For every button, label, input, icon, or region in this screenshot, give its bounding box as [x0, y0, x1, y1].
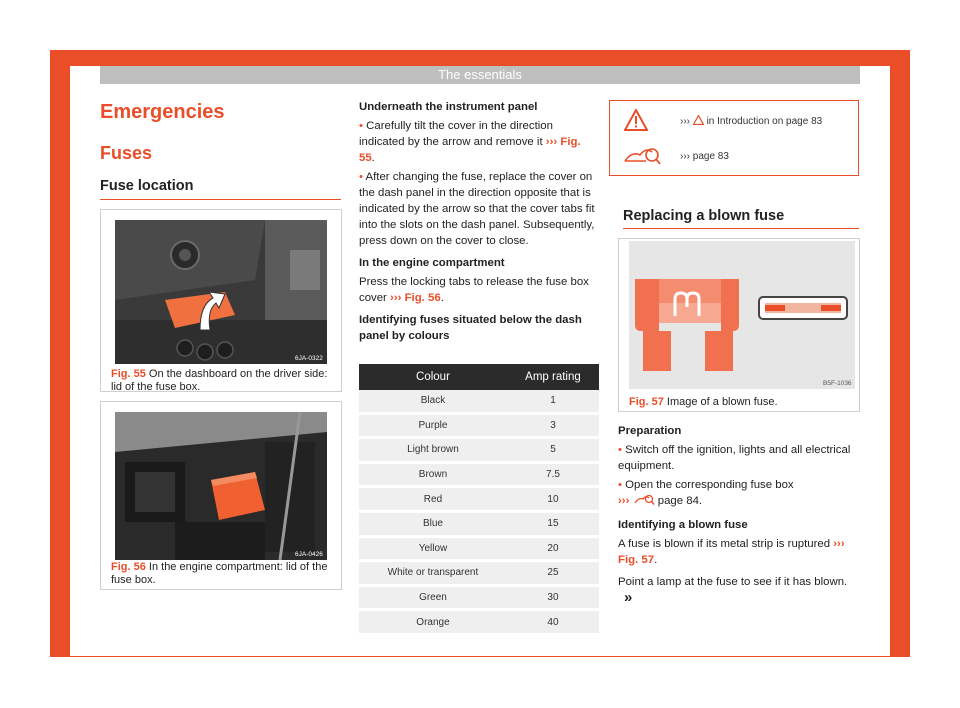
subsection-title: Fuses: [100, 143, 153, 163]
heading-identify-colours: Identifying fuses situated below the dash panel by colours: [359, 314, 582, 342]
warning-box: [609, 100, 859, 176]
environment-ref-line[interactable]: ››› page 83: [680, 151, 729, 162]
step-switch-off: • Switch off the ignition, lights and all electrical equipment.: [618, 444, 851, 472]
heading-identify-blown: Identifying a blown fuse: [618, 519, 748, 531]
table-row: Red 10: [359, 487, 599, 512]
table-row: Purple 3: [359, 413, 599, 438]
step-tilt-cover: • Carefully tilt the cover in the direction indicated by the arrow and remove it ››› Fig. 55.: [359, 120, 581, 164]
link-fig55[interactable]: ››› Fig. 55: [359, 136, 581, 164]
running-header: The essentials: [100, 66, 860, 84]
heading-engine-compartment: In the engine compartment: [359, 257, 505, 269]
fig55-label: Fig. 55: [111, 368, 146, 380]
page-number: 45: [876, 617, 889, 629]
figure-55-caption: [111, 368, 333, 394]
link-fig56[interactable]: ››› Fig. 56: [390, 292, 441, 304]
fuse-box-icon: [633, 493, 655, 506]
link-fig57[interactable]: ››› Fig. 57: [618, 538, 845, 566]
para-lamp: Point a lamp at the fuse to see if it has blown. »: [618, 576, 848, 606]
warning-small-icon: [693, 115, 704, 125]
table-row: Blue 15: [359, 511, 599, 536]
col-colour: Colour: [359, 364, 507, 390]
fig56-code: 6JA-0426: [295, 551, 323, 558]
environment-icon: [622, 143, 662, 167]
fig56-label: Fig. 56: [111, 561, 146, 573]
heading-instrument-panel: Underneath the instrument panel: [359, 101, 538, 113]
figure-55: [100, 209, 342, 392]
dashboard-photo: [115, 220, 327, 364]
figure-57: [618, 238, 860, 412]
table-row: Light brown 5: [359, 438, 599, 463]
warning-triangle-icon: [624, 109, 648, 131]
para-ruptured: A fuse is blown if its metal strip is ruptured ››› Fig. 57.: [618, 538, 845, 566]
table-row: Orange 40: [359, 610, 599, 635]
fig57-label: Fig. 57: [629, 396, 664, 408]
bullet-icon: •: [359, 120, 363, 132]
table-row: Green 30: [359, 585, 599, 610]
para-locking-tabs: Press the locking tabs to release the fuse box cover ››› Fig. 56.: [359, 276, 589, 304]
fig56-caption-text: In the engine compartment: lid of the fuse box.: [111, 561, 328, 586]
blown-fuse-illustration: [629, 241, 855, 389]
table-row: Black 1: [359, 390, 599, 413]
table-row: White or transparent 25: [359, 561, 599, 586]
step-replace-cover: • After changing the fuse, replace the cover on the dash panel in the direction opposite that is indicated by the arrow so that the cover tabs fit into the slots on the dash panel. Subsequently, press down on the cover to close.: [359, 171, 595, 247]
warning-ref-line[interactable]: ››› in Introduction on page 83: [680, 116, 823, 127]
fig55-caption-text: On the dashboard on the driver side: lid of the fuse box.: [111, 368, 328, 393]
continue-marker: »: [624, 589, 633, 606]
fig57-caption-text: Image of a blown fuse.: [666, 396, 778, 408]
fig55-code: 6JA-0322: [295, 355, 323, 362]
fuse-colour-table: [359, 364, 599, 636]
table-row: Yellow 20: [359, 536, 599, 561]
table-row: Brown 7.5: [359, 462, 599, 487]
figure-57-caption: [629, 396, 851, 409]
replacing-rule: [623, 228, 859, 229]
instructions-column: [359, 99, 599, 344]
step-open-fuse-box: • Open the corresponding fuse box ››› page 84.: [618, 479, 794, 507]
figure-56-caption: [111, 561, 333, 587]
fig57-code: B5F-1036: [823, 380, 852, 387]
bullet-icon: •: [618, 479, 622, 491]
bullet-icon: •: [359, 171, 363, 183]
section-title: Emergencies: [100, 101, 225, 123]
figure-56: [100, 401, 342, 590]
bullet-icon: •: [618, 444, 622, 456]
section-replacing-fuse: Replacing a blown fuse: [623, 208, 785, 224]
topic-rule: [100, 199, 341, 200]
heading-preparation: Preparation: [618, 425, 682, 437]
engine-photo: [115, 412, 327, 560]
link-page84[interactable]: ››› page 84: [618, 495, 699, 507]
col-amp: Amp rating: [507, 364, 599, 390]
topic-title: Fuse location: [100, 178, 194, 194]
replacing-column: [618, 423, 860, 607]
